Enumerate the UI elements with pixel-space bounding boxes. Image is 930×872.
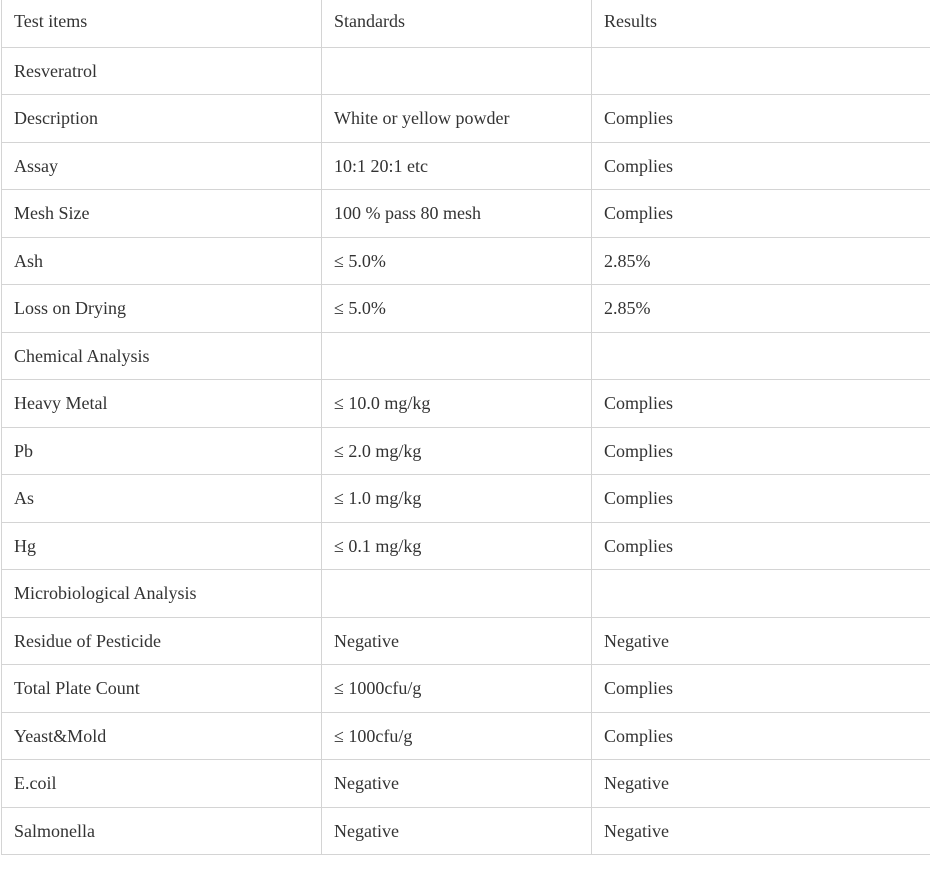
result-cell: 2.85% bbox=[592, 237, 930, 285]
result-cell: Complies bbox=[592, 665, 930, 713]
standard-cell: ≤ 1000cfu/g bbox=[322, 665, 592, 713]
table-row bbox=[2, 807, 930, 855]
standard-cell: ≤ 10.0 mg/kg bbox=[322, 380, 592, 428]
result-cell: Complies bbox=[592, 522, 930, 570]
test-item-cell: As bbox=[2, 475, 322, 523]
table-row bbox=[2, 47, 930, 95]
result-cell: Complies bbox=[592, 712, 930, 760]
result-cell bbox=[592, 47, 930, 95]
specification-table bbox=[1, 0, 930, 855]
standard-cell: ≤ 0.1 mg/kg bbox=[322, 522, 592, 570]
test-item-cell: Assay bbox=[2, 142, 322, 190]
test-item-cell: Salmonella bbox=[2, 807, 322, 855]
test-item-cell: Resveratrol bbox=[2, 47, 322, 95]
test-item-cell: Yeast&Mold bbox=[2, 712, 322, 760]
header-results: Results bbox=[592, 0, 930, 47]
table-row bbox=[2, 190, 930, 238]
standard-cell: ≤ 2.0 mg/kg bbox=[322, 427, 592, 475]
table-row bbox=[2, 475, 930, 523]
standard-cell bbox=[322, 47, 592, 95]
standard-cell: Negative bbox=[322, 807, 592, 855]
result-cell: 2.85% bbox=[592, 285, 930, 333]
test-item-cell: Chemical Analysis bbox=[2, 332, 322, 380]
table-row bbox=[2, 142, 930, 190]
table-row bbox=[2, 522, 930, 570]
result-cell: Negative bbox=[592, 760, 930, 808]
table-row bbox=[2, 95, 930, 143]
standard-cell bbox=[322, 570, 592, 618]
table-row bbox=[2, 380, 930, 428]
table-row bbox=[2, 285, 930, 333]
standard-cell bbox=[322, 332, 592, 380]
header-standards: Standards bbox=[322, 0, 592, 47]
test-item-cell: Mesh Size bbox=[2, 190, 322, 238]
result-cell: Complies bbox=[592, 475, 930, 523]
test-item-cell: Ash bbox=[2, 237, 322, 285]
table-row bbox=[2, 570, 930, 618]
standard-cell: ≤ 100cfu/g bbox=[322, 712, 592, 760]
result-cell: Negative bbox=[592, 807, 930, 855]
table-row bbox=[2, 712, 930, 760]
test-item-cell: Loss on Drying bbox=[2, 285, 322, 333]
test-item-cell: Microbiological Analysis bbox=[2, 570, 322, 618]
test-item-cell: Pb bbox=[2, 427, 322, 475]
test-item-cell: Hg bbox=[2, 522, 322, 570]
table-row bbox=[2, 237, 930, 285]
table-row bbox=[2, 427, 930, 475]
standard-cell: White or yellow powder bbox=[322, 95, 592, 143]
standard-cell: Negative bbox=[322, 617, 592, 665]
result-cell bbox=[592, 570, 930, 618]
test-item-cell: Description bbox=[2, 95, 322, 143]
result-cell: Complies bbox=[592, 427, 930, 475]
test-item-cell: Residue of Pesticide bbox=[2, 617, 322, 665]
result-cell: Negative bbox=[592, 617, 930, 665]
test-item-cell: E.coil bbox=[2, 760, 322, 808]
table-row bbox=[2, 617, 930, 665]
result-cell: Complies bbox=[592, 142, 930, 190]
standard-cell: 100 % pass 80 mesh bbox=[322, 190, 592, 238]
table-body bbox=[2, 0, 930, 855]
table-row bbox=[2, 665, 930, 713]
standard-cell: 10:1 20:1 etc bbox=[322, 142, 592, 190]
table-header-row bbox=[2, 0, 930, 47]
header-test-items: Test items bbox=[2, 0, 322, 47]
result-cell: Complies bbox=[592, 190, 930, 238]
test-item-cell: Total Plate Count bbox=[2, 665, 322, 713]
standard-cell: ≤ 5.0% bbox=[322, 237, 592, 285]
test-item-cell: Heavy Metal bbox=[2, 380, 322, 428]
table-row bbox=[2, 760, 930, 808]
result-cell bbox=[592, 332, 930, 380]
standard-cell: ≤ 5.0% bbox=[322, 285, 592, 333]
table-row bbox=[2, 332, 930, 380]
standard-cell: ≤ 1.0 mg/kg bbox=[322, 475, 592, 523]
standard-cell: Negative bbox=[322, 760, 592, 808]
result-cell: Complies bbox=[592, 95, 930, 143]
result-cell: Complies bbox=[592, 380, 930, 428]
